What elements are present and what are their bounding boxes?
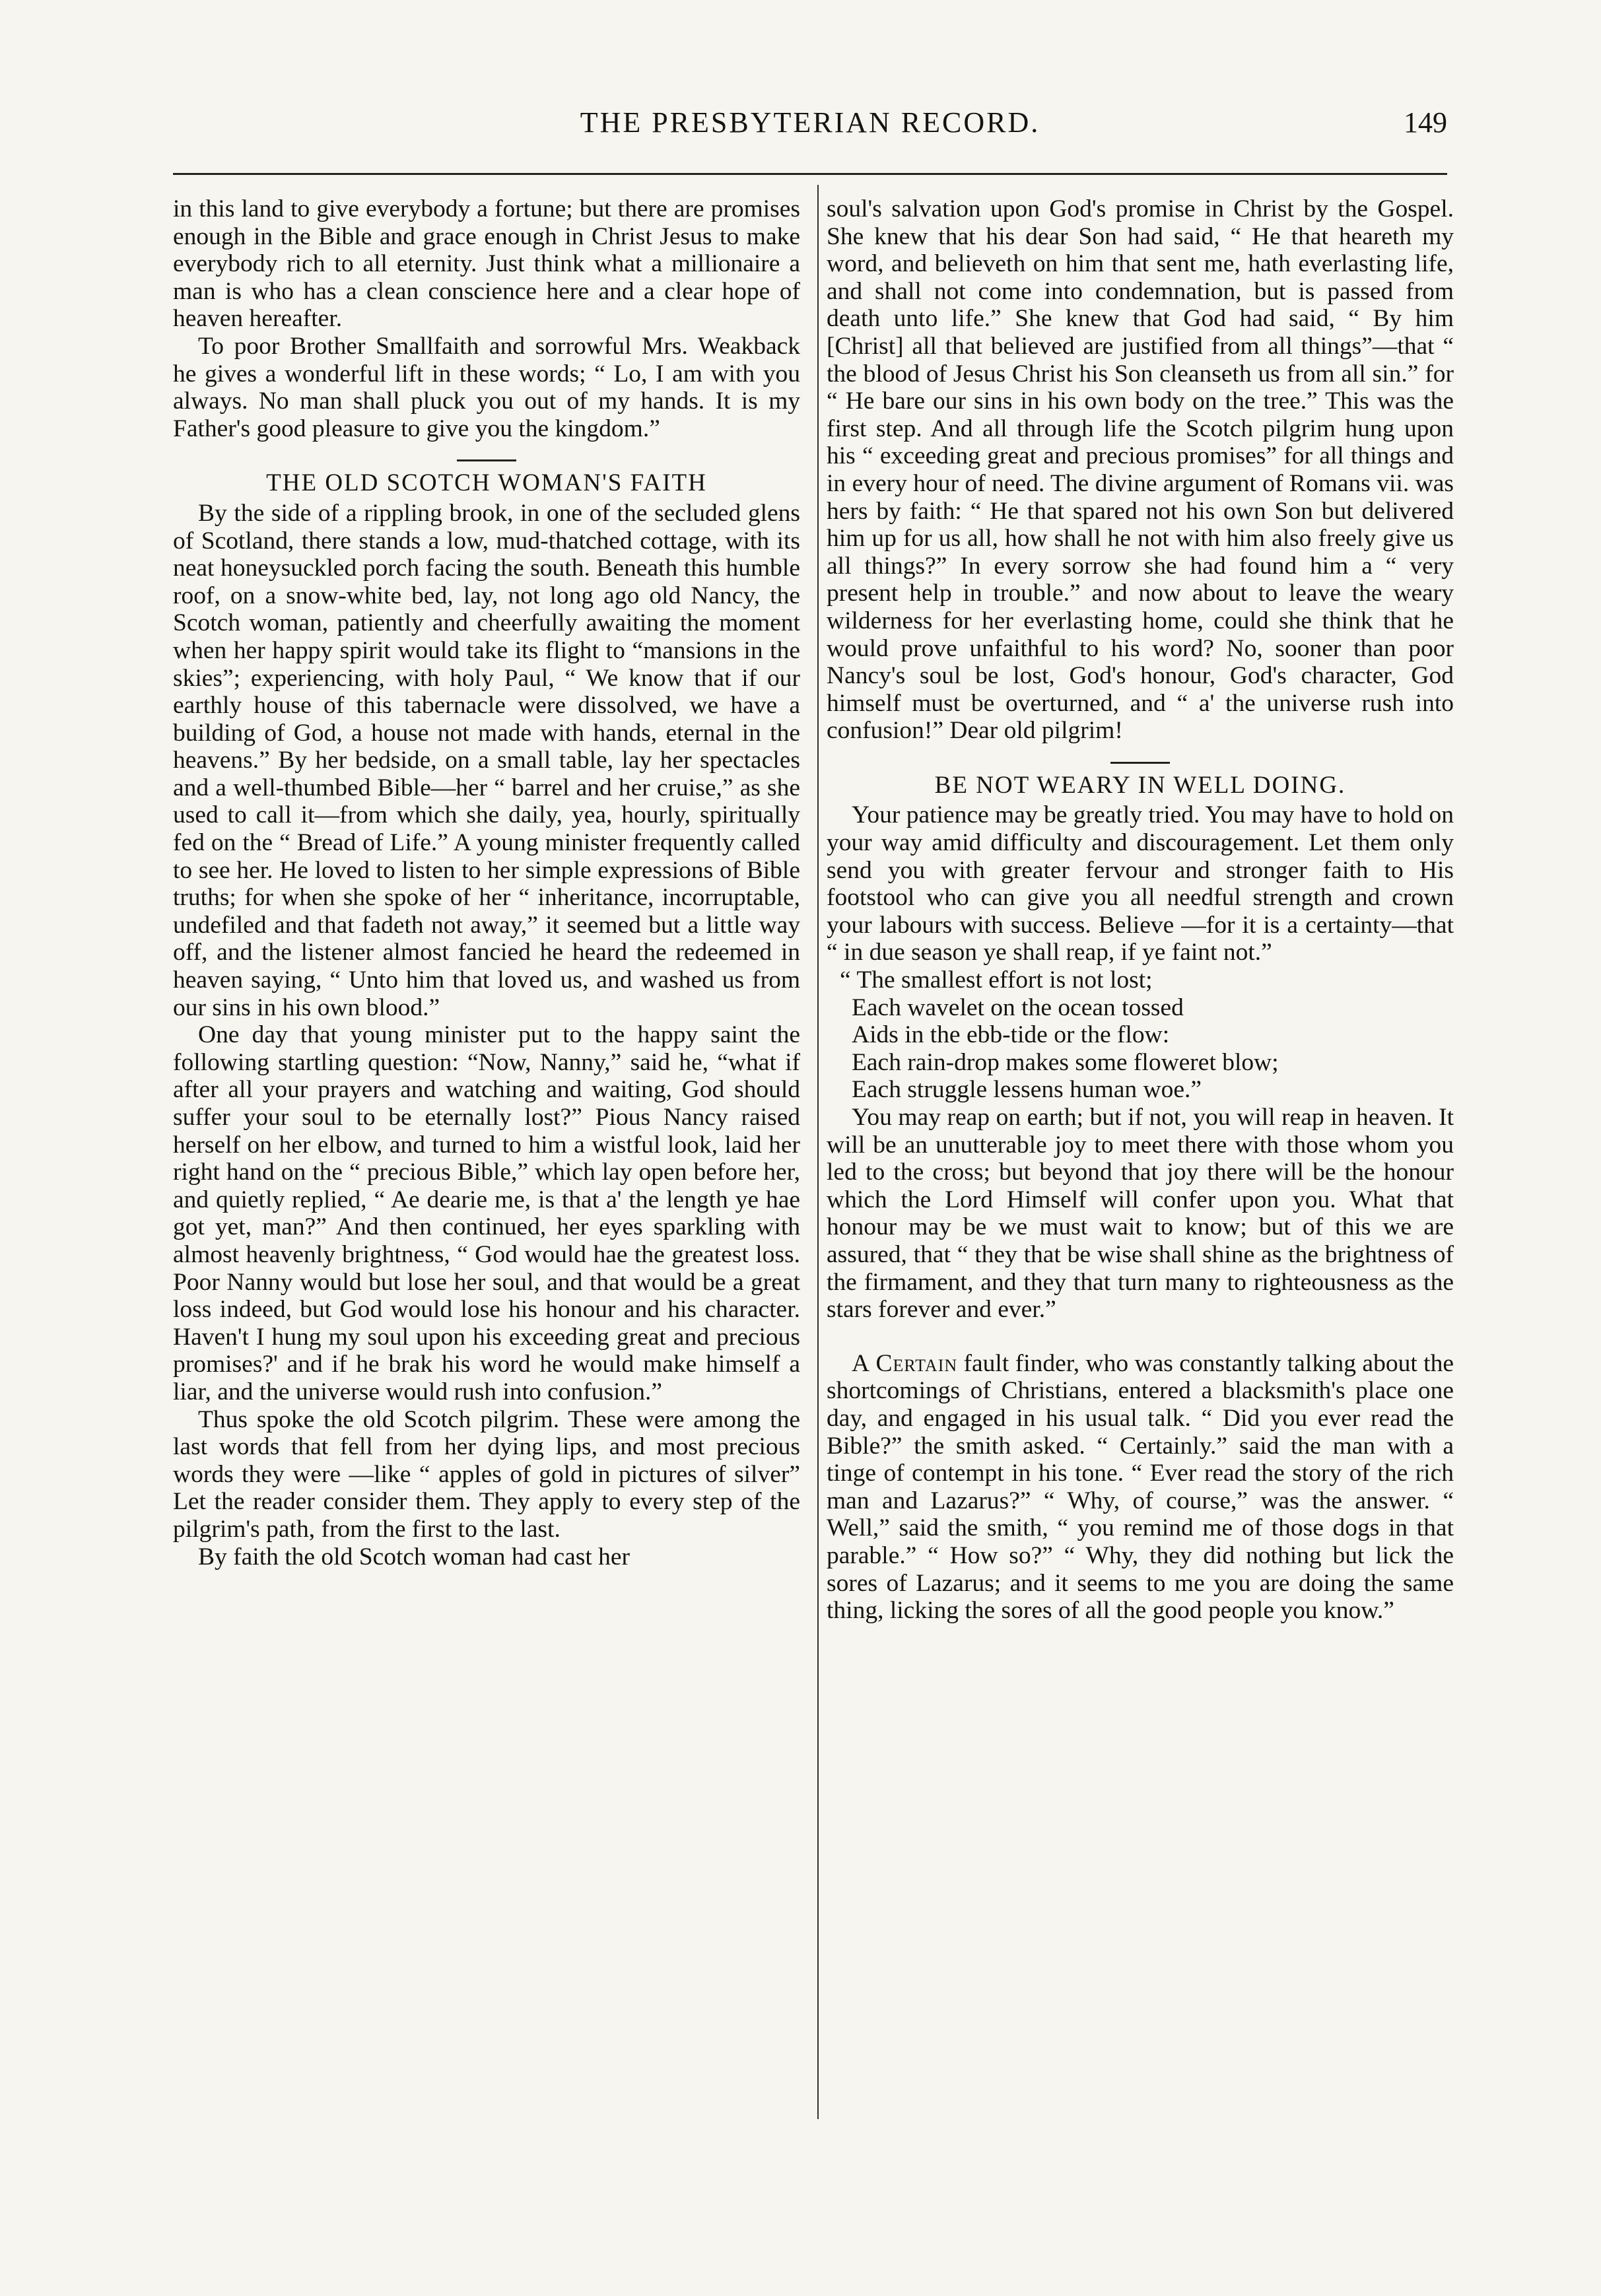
page-title: THE PRESBYTERIAN RECORD. [580,106,1040,139]
paragraph: You may reap on earth; but if not, you will reap in heaven. It will be an unutterable joy to meet there with those whom you led to the cross; but beyond that joy there will be the honour which the Lord Himself will confer upon you. What that honour may be we must wait to know; but of this we are assured, that “ they that be wise shall shine as the brightness of the firmament, and they that turn many to righteousness as the stars forever and ever.” [827,1104,1454,1324]
verse-line: Each struggle lessens human woe.” [852,1076,1202,1104]
paragraph-body: fault finder, who was constantly talking about the shortcomings of Christians, entered a blacksmith's place one day, and engaged in his usual talk. “ Did you ever read the Bible?” the smith asked. “ Certainly.” said the man with a tinge of contempt in his tone. “ Ever read the story of the rich man and Lazarus?” “ Why, of course,” was the answer. “ Well,” said the smith, “ you remind me of those dogs in that parable.” “ How so?” “ Why, they did nothing but lick the sores of Lazarus; and it seems to me you are doing the same thing, licking the sores of all the good people you know.” [827,1349,1454,1625]
running-head [173,106,1447,152]
section-heading: BE NOT WEARY IN WELL DOING. [934,771,1346,799]
paragraph: Thus spoke the old Scotch pilgrim. These were among the last words that fell from her dying lips, and most precious words they were —like “ apples of gold in pictures of silver” Let the reader consider them. They apply to every step of the pilgrim's path, from the first to the last. [173,1405,800,1543]
section-divider [457,459,516,461]
section-divider [1110,762,1170,764]
header-rule [173,173,1447,175]
verse-quote [827,966,1454,1104]
column-divider [817,185,819,2119]
paragraph: By faith the old Scotch woman had cast her [198,1543,630,1570]
verse-line: “ The smallest effort is not lost; [840,966,1153,994]
verse-line: Each rain-drop makes some floweret blow; [852,1048,1279,1076]
paragraph: in this land to give everybody a fortune; but there are promises enough in the Bible and grace enough in Christ Jesus to make everybody rich to all eternity. Just think what a millionaire a man is who has a clean conscience here and a clear hope of heaven hereafter. [173,195,800,333]
paragraph: One day that young minister put to the happy saint the following startling question: “Now, Nanny,” said he, “what if after all your prayers and watching and waiting, God should suffer your soul to be eternally lost?” Pious Nancy raised herself on her elbow, and turned to him a wistful look, laid her right hand on the “ precious Bible,” which lay open before her, and quietly replied, “ Ae dearie me, is that a' the length ye hae got yet, man?” And then continued, her eyes sparkling with almost heavenly brightness, “ God would hae the greatest loss. Poor Nanny would but lose her soul, and that would be a great loss indeed, but God would lose his honour and his character. Haven't I hung my soul upon his exceeding great and precious promises?' and if he brak his word he would make himself a liar, and the universe would rush into confusion.” [173,1021,800,1405]
lead-in-text: A Certain [852,1349,958,1377]
verse-line: Aids in the ebb-tide or the flow: [852,1021,1170,1049]
right-column [827,195,1454,1625]
page-number: 149 [1404,106,1447,139]
paragraph: soul's salvation upon God's promise in Christ by the Gospel. She knew that his dear Son had said, “ He that heareth my word, and believeth on him that sent me, hath everlasting life, and shall not come into condemnation, but is passed from death unto life.” She knew that God had said, “ By him [Christ] all that believed are justified from all things”—that “ the blood of Jesus Christ his Son cleanseth us from all sin.” for “ He bare our sins in his own body on the tree.” This was the first step. And all through life the Scotch pilgrim hung upon his “ exceeding great and precious promises” for all things and in every hour of need. The divine argument of Romans vii. was hers by faith: “ He that spared not his own Son but delivered him up for us all, how shall he not with him also freely give us all things?” In every sorrow she had found him a “ very present help in trouble.” and now about to leave the weary wilderness for her everlasting home, could she think that he would prove unfaithful to his word? No, sooner than poor Nancy's soul be lost, God's honour, God's character, God himself must be overturned, and “ a' the universe rush into confusion!” Dear old pilgrim! [827,195,1454,745]
paragraph: Your patience may be greatly tried. You may have to hold on your way amid difficulty and discouragement. Let them only send you with greater fervour and stronger faith to His footstool who can give you all needful strength and crown your labours with success. Believe —for it is a certainty—that “ in due season ye shall reap, if ye faint not.” [827,801,1454,966]
section-heading: THE OLD SCOTCH WOMAN'S FAITH [266,469,707,497]
paragraph: By the side of a rippling brook, in one of the secluded glens of Scotland, there stands a low, mud-thatched cottage, with its neat honeysuckled porch facing the south. Beneath this humble roof, on a snow-white bed, lay, not long ago old Nancy, the Scotch woman, patiently and cheerfully awaiting the moment when her happy spirit would take its flight to “mansions in the skies”; experiencing, with holy Paul, “ We know that if our earthly house of this tabernacle were dissolved, we have a building of God, a house not made with hands, eternal in the heavens.” By her bedside, on a small table, lay her spectacles and a well-thumbed Bible—her “ barrel and her cruise,” as she used to call it—from which she daily, yea, hourly, spiritually fed on the “ Bread of Life.” A young minister frequently called to see her. He loved to listen to her simple expressions of Bible truths; for when she spoke of her “ inheritance, incorruptable, undefiled and that fadeth not away,” it seemed but a little way off, and the listener almost fancied he heard the redeemed in heaven saying, “ Unto him that loved us, and washed us from our sins in his own blood.” [173,499,800,1021]
paragraph [827,1350,1454,1625]
paragraph: To poor Brother Smallfaith and sorrowful Mrs. Weakback he gives a wonderful lift in these words; “ Lo, I am with you always. No man shall pluck you out of my hands. It is my Father's good pleasure to give you the kingdom.” [173,332,800,442]
verse-line: Each wavelet on the ocean tossed [852,994,1184,1021]
left-column [173,195,800,1570]
